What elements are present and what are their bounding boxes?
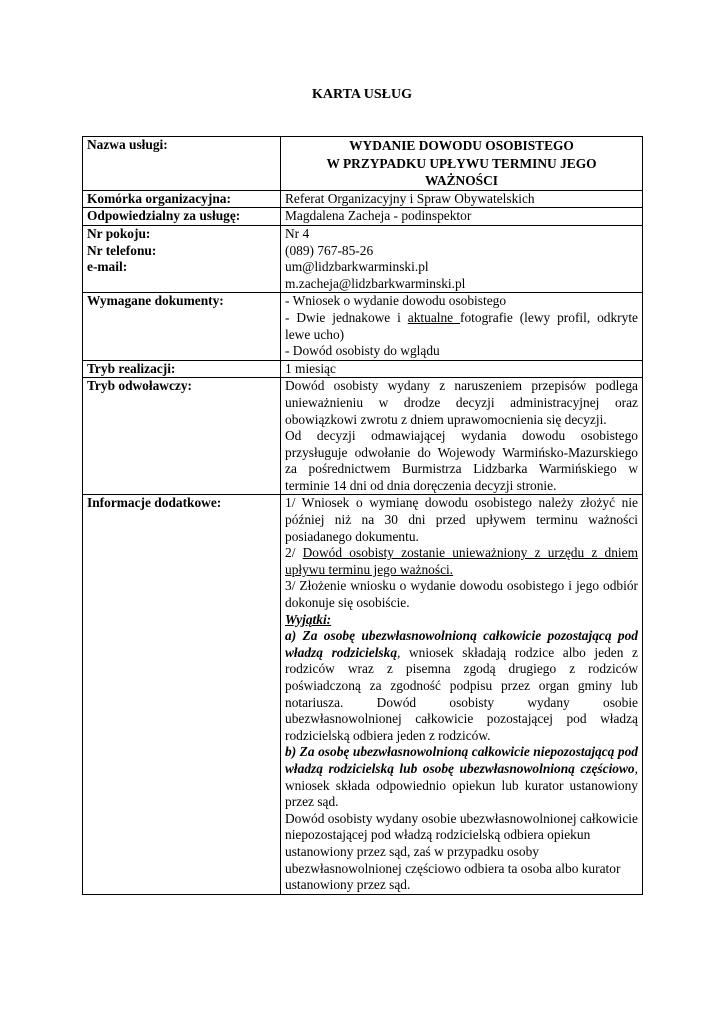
row-service-name <box>83 137 643 191</box>
document-item: - Wniosek o wydanie dowodu osobistego <box>285 293 507 309</box>
info-paragraph <box>285 545 638 578</box>
service-name-line: WYDANIE DOWODU OSOBISTEGO <box>349 138 574 153</box>
row-additional-info <box>83 495 643 894</box>
exception-a <box>285 628 638 744</box>
service-name-line: WAŻNOŚCI <box>425 173 498 189</box>
appeal-paragraph: Od decyzji odmawiającej wydania dowodu osobistego przysługuje odwołanie do Wojewody Warmińsko-Mazurskiego za pośrednictwem Burmistrza Lidzbarka Warmińskiego w terminie 14 dni od dnia doręczenia decyzji stronie. <box>285 428 638 493</box>
info-paragraph: 1/ Wniosek o wymianę dowodu osobistego należy złożyć nie później niż na 30 dni przed upływem terminu ważności posiadanego dokumentu. <box>285 495 638 544</box>
value-additional-info <box>281 495 643 894</box>
document-item-text: fotografie (lewy profil, odkryte lewe ucho) <box>285 309 638 342</box>
label-phone: Nr telefonu: <box>87 242 157 258</box>
phone-number: (089) 767-85-26 <box>285 242 374 258</box>
row-organizational-unit <box>83 190 643 208</box>
value-responsible-person: Magdalena Zacheja - podinspektor <box>281 208 643 226</box>
label-required-documents: Wymagane dokumenty: <box>83 293 281 360</box>
exception-a-emphasis: a) Za osobę ubezwłasnowolnioną całkowicie pozostającą pod władzą rodzicielską <box>285 628 638 660</box>
exception-b-emphasis: b) Za osobę ubezwłasnowolnioną całkowicie niepozostającą pod władzą rodzicielską lub osobę ubezwłasnowolnioną częściowo <box>285 744 638 776</box>
document-item <box>285 310 638 343</box>
info-paragraph-underlined: Dowód osobisty zostanie unieważniony z urzędu z dniem upływu terminu jego ważności. <box>285 545 639 577</box>
row-required-documents <box>83 293 643 360</box>
document-item-text: - Dwie jednakowe i <box>285 309 408 325</box>
value-organizational-unit: Referat Organizacyjny i Spraw Obywatelskich <box>281 190 643 208</box>
exceptions-heading: Wyjątki: <box>285 611 332 627</box>
service-name-line: W PRZYPADKU UPŁYWU TERMINU JEGO <box>326 155 597 171</box>
label-organizational-unit: Komórka organizacyjna: <box>83 190 281 208</box>
email-link[interactable]: um@lidzbarkwarminski.pl <box>285 259 429 275</box>
label-contact <box>83 225 281 292</box>
exception-b-text: , wniosek składa odpowiednio opiekun lub kurator ustanowiony przez sąd. <box>285 760 638 810</box>
label-appeal-mode: Tryb odwoławczy: <box>83 378 281 495</box>
appeal-paragraph: Dowód osobisty wydany z naruszeniem przepisów podlega unieważnieniu w drodze decyzji administracyjnej oraz obowiązkowi zwrotu z dniem uprawomocnienia się decyzji. <box>285 378 638 427</box>
value-required-documents <box>281 293 643 360</box>
label-responsible-person: Odpowiedzialny za usługę: <box>83 208 281 226</box>
row-appeal-mode <box>83 378 643 495</box>
exception-a-text: , wniosek składają rodzice albo jeden z rodziców wraz z pisemna zgodą drugiego z rodziców poświadczoną za zgodność podpisu przez organ gminy lub notariusza. Dowód osobisty wydany osobie ubezwłasnowolnionej całkowicie pozostającej pod władzą rodzicielską odbiera jeden z rodziców. <box>285 644 638 743</box>
service-card-table <box>82 136 643 895</box>
room-number: Nr 4 <box>285 225 310 241</box>
value-appeal-mode <box>281 378 643 495</box>
document-item: - Dowód osobisty do wglądu <box>285 343 440 359</box>
value-processing-mode: 1 miesiąc <box>281 360 643 378</box>
label-email: e-mail: <box>87 259 128 275</box>
label-additional-info: Informacje dodatkowe: <box>83 495 281 894</box>
document-item-emphasis: aktualne <box>407 309 461 325</box>
row-contact <box>83 225 643 292</box>
page-title: KARTA USŁUG <box>312 87 412 102</box>
exception-b <box>285 744 638 810</box>
value-service-name <box>281 137 643 191</box>
label-processing-mode: Tryb realizacji: <box>83 360 281 378</box>
info-paragraph: Dowód osobisty wydany osobie ubezwłasnowolnionej całkowicie niepozostającej pod władzą rodzicielską odbiera opiekun ustanowiony przez sąd, zaś w przypadku osoby ubezwłasnowolnionej częściowo odbiera ta osoba albo kurator ustanowiony przez sąd. <box>285 810 638 893</box>
label-room: Nr pokoju: <box>87 225 151 241</box>
info-paragraph: 3/ Złożenie wniosku o wydanie dowodu osobistego i jego odbiór dokonuje się osobiście. <box>285 578 638 611</box>
email-link[interactable]: m.zacheja@lidzbarkwarminski.pl <box>285 275 466 291</box>
info-paragraph-prefix: 2/ <box>285 545 303 561</box>
row-processing-mode <box>83 360 643 378</box>
label-service-name: Nazwa usługi: <box>83 137 281 191</box>
row-responsible-person <box>83 208 643 226</box>
value-contact <box>281 225 643 292</box>
